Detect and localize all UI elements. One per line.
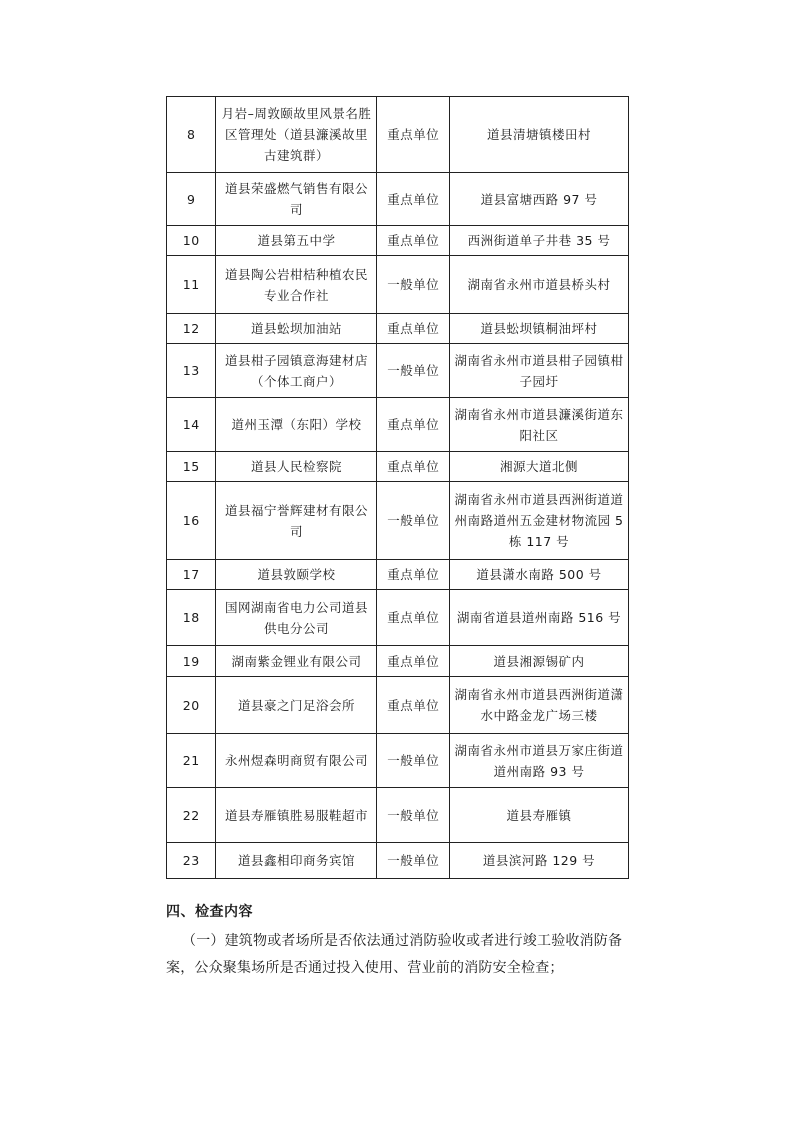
unit-address: 湖南省永州市道县西洲街道潇水中路金龙广场三楼	[450, 677, 629, 734]
row-index: 9	[167, 173, 216, 226]
unit-type: 重点单位	[377, 314, 450, 344]
unit-name: 道县第五中学	[216, 226, 377, 256]
unit-table-body	[167, 97, 629, 879]
unit-type: 一般单位	[377, 788, 450, 843]
table-row	[167, 843, 629, 879]
row-index: 14	[167, 398, 216, 452]
table-row	[167, 256, 629, 314]
table-row	[167, 590, 629, 646]
table-row	[167, 452, 629, 482]
unit-address: 道县潇水南路 500 号	[450, 560, 629, 590]
unit-name: 道县豪之门足浴会所	[216, 677, 377, 734]
row-index: 8	[167, 97, 216, 173]
unit-address: 道县滨河路 129 号	[450, 843, 629, 879]
unit-type: 重点单位	[377, 173, 450, 226]
row-index: 18	[167, 590, 216, 646]
table-row	[167, 314, 629, 344]
unit-name: 道州玉潭（东阳）学校	[216, 398, 377, 452]
row-index: 10	[167, 226, 216, 256]
unit-address: 西洲街道单子井巷 35 号	[450, 226, 629, 256]
table-row	[167, 560, 629, 590]
table-row	[167, 173, 629, 226]
section-paragraph	[166, 928, 636, 982]
unit-name: 道县敦颐学校	[216, 560, 377, 590]
unit-address: 道县蚣坝镇桐油坪村	[450, 314, 629, 344]
unit-name: 道县蚣坝加油站	[216, 314, 377, 344]
row-index: 20	[167, 677, 216, 734]
unit-address: 湖南省永州市道县柑子园镇柑子园圩	[450, 344, 629, 398]
unit-table	[166, 96, 629, 879]
unit-name: 道县陶公岩柑桔种植农民专业合作社	[216, 256, 377, 314]
row-index: 15	[167, 452, 216, 482]
unit-name: 道县柑子园镇意海建材店（个体工商户）	[216, 344, 377, 398]
unit-address: 湖南省永州市道县桥头村	[450, 256, 629, 314]
unit-name: 国网湖南省电力公司道县供电分公司	[216, 590, 377, 646]
unit-type: 一般单位	[377, 843, 450, 879]
row-index: 16	[167, 482, 216, 560]
unit-name: 道县鑫相印商务宾馆	[216, 843, 377, 879]
unit-name: 道县福宁誉辉建材有限公司	[216, 482, 377, 560]
unit-type: 一般单位	[377, 344, 450, 398]
row-index: 21	[167, 734, 216, 788]
unit-address: 道县富塘西路 97 号	[450, 173, 629, 226]
section-paragraph-text: （一）建筑物或者场所是否依法通过消防验收或者进行竣工验收消防备案，公众聚集场所是否通过投入使用、营业前的消防安全检查；	[166, 933, 623, 976]
unit-name: 道县人民检察院	[216, 452, 377, 482]
unit-type: 重点单位	[377, 226, 450, 256]
unit-address: 湖南省永州市道县西洲街道道州南路道州五金建材物流园 5 栋 117 号	[450, 482, 629, 560]
unit-table-container	[166, 96, 629, 879]
row-index: 19	[167, 646, 216, 677]
table-row	[167, 398, 629, 452]
unit-address: 湖南省道县道州南路 516 号	[450, 590, 629, 646]
unit-type: 重点单位	[377, 452, 450, 482]
table-row	[167, 734, 629, 788]
unit-address: 湖南省永州市道县濂溪街道东阳社区	[450, 398, 629, 452]
table-row	[167, 344, 629, 398]
table-row	[167, 97, 629, 173]
unit-type: 一般单位	[377, 482, 450, 560]
unit-address: 道县寿雁镇	[450, 788, 629, 843]
unit-type: 重点单位	[377, 398, 450, 452]
table-row	[167, 646, 629, 677]
row-index: 13	[167, 344, 216, 398]
unit-address: 湖南省永州市道县万家庄街道道州南路 93 号	[450, 734, 629, 788]
unit-name: 道县寿雁镇胜易服鞋超市	[216, 788, 377, 843]
unit-type: 重点单位	[377, 646, 450, 677]
unit-name: 湖南紫金锂业有限公司	[216, 646, 377, 677]
row-index: 23	[167, 843, 216, 879]
table-row	[167, 677, 629, 734]
row-index: 17	[167, 560, 216, 590]
unit-type: 重点单位	[377, 590, 450, 646]
row-index: 22	[167, 788, 216, 843]
unit-type: 重点单位	[377, 97, 450, 173]
unit-name: 月岩–周敦颐故里风景名胜区管理处（道县濂溪故里古建筑群）	[216, 97, 377, 173]
unit-address: 道县湘源锡矿内	[450, 646, 629, 677]
unit-address: 湘源大道北侧	[450, 452, 629, 482]
unit-address: 道县清塘镇楼田村	[450, 97, 629, 173]
unit-name: 道县荣盛燃气销售有限公司	[216, 173, 377, 226]
table-row	[167, 788, 629, 843]
row-index: 12	[167, 314, 216, 344]
row-index: 11	[167, 256, 216, 314]
unit-type: 一般单位	[377, 734, 450, 788]
section-heading: 四、检查内容	[166, 904, 253, 920]
unit-name: 永州煜森明商贸有限公司	[216, 734, 377, 788]
table-row	[167, 482, 629, 560]
unit-type: 一般单位	[377, 256, 450, 314]
table-row	[167, 226, 629, 256]
unit-type: 重点单位	[377, 677, 450, 734]
unit-type: 重点单位	[377, 560, 450, 590]
